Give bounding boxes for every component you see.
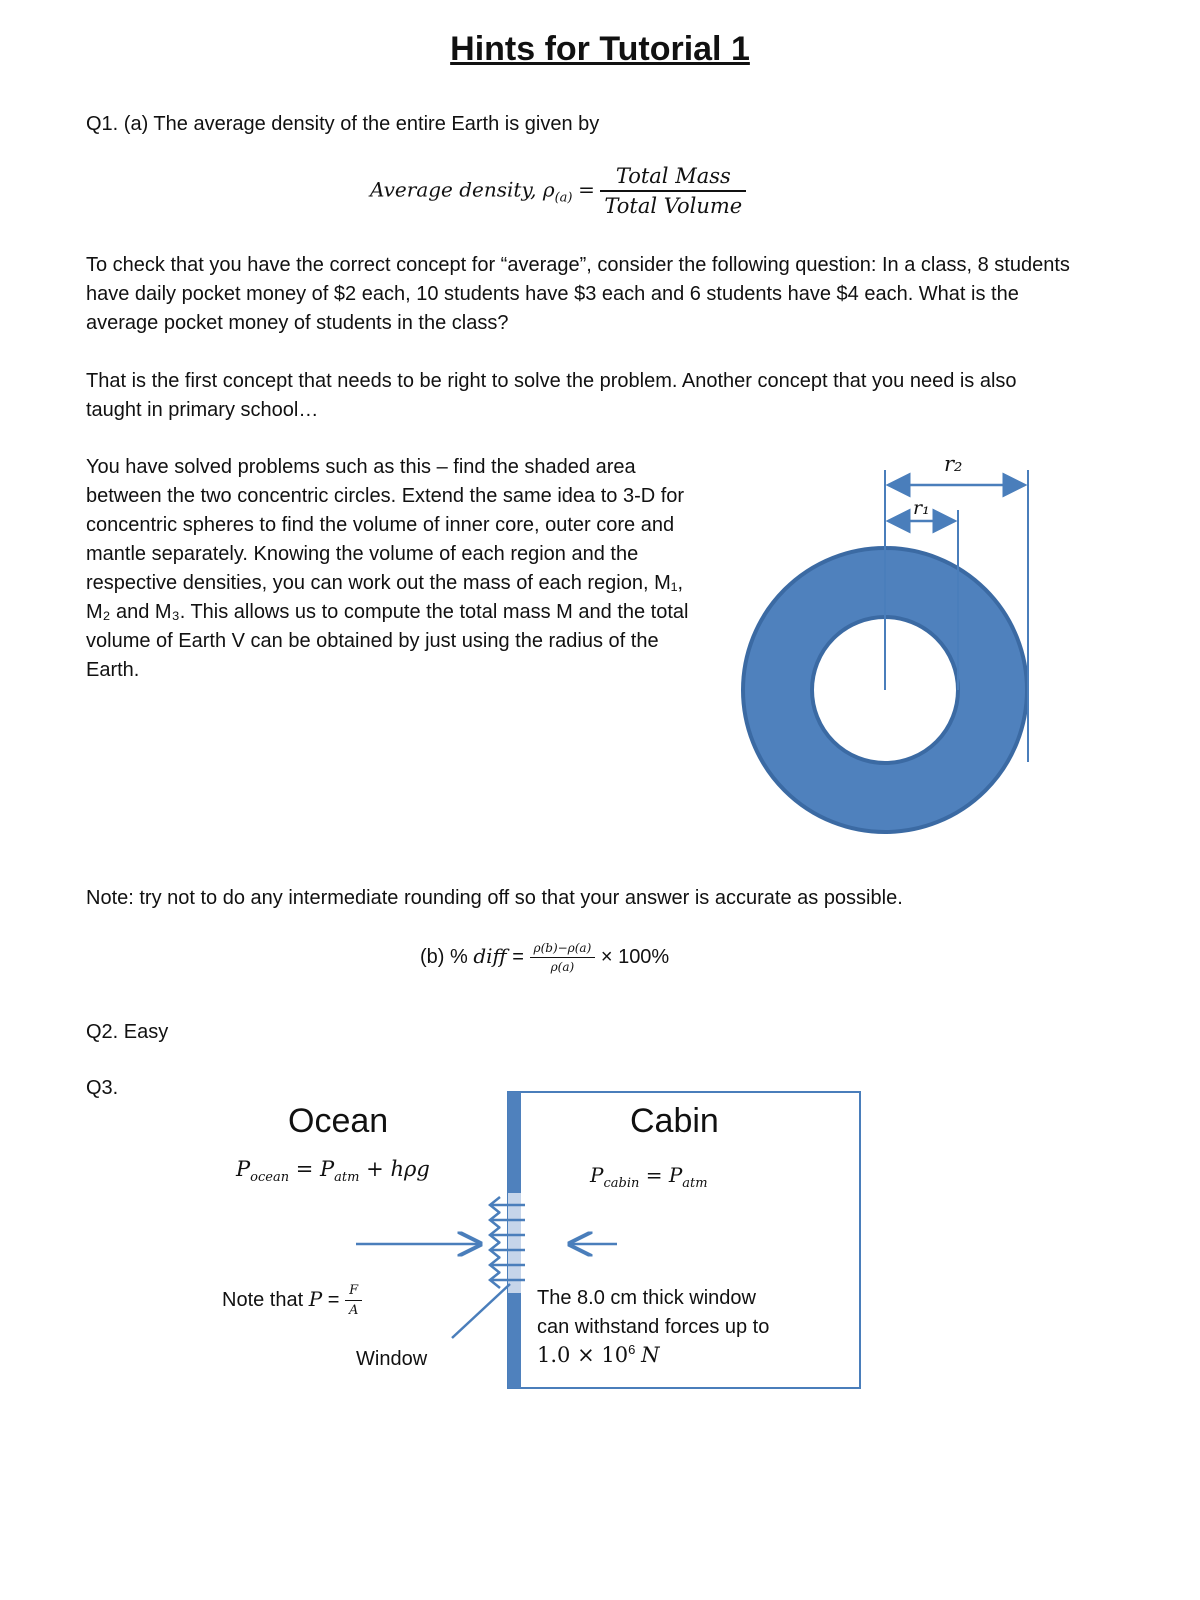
b-denominator: ρ(a) [530, 957, 596, 974]
b-numerator: ρ(b)−ρ(a) [533, 941, 592, 955]
concentric-spheres-paragraph: You have solved problems such as this – find the shaded area between the two concentric circles. Extend the same idea to 3-D for concentric spheres to find the volume of inner core, outer core and mantle separately. Knowing the volume of each region and the respective densities, you can work out the mass of each region, M₁, M₂ and M₃. This allows us to compute the total mass M and the total volume of Earth V can be obtained by just using the radius of the Earth. [86, 456, 689, 681]
force-exponent: 6 [628, 1342, 636, 1357]
r1-label: r₁ [913, 497, 930, 519]
ocean-pressure-formula [236, 1157, 430, 1185]
ocean-title: Ocean [288, 1102, 389, 1140]
average-density-formula [370, 164, 746, 218]
note-p: P [308, 1286, 323, 1311]
percent-diff-formula [420, 941, 669, 974]
formula-lhs: Average density, ρ [370, 177, 555, 202]
formula-numerator: Total Mass [615, 164, 731, 188]
cabin-text-line-1: The 8.0 cm thick window [537, 1287, 756, 1309]
window-force-arrows [490, 1197, 525, 1288]
note-denominator: A [345, 1300, 362, 1318]
note-numerator: F [349, 1283, 359, 1298]
rounding-note: Note: try not to do any intermediate rounding off so that your answer is accurate as possible. [86, 887, 903, 909]
q3-label: Q3. [86, 1077, 119, 1099]
note-prefix: Note that [222, 1288, 309, 1311]
second-concept-paragraph: That is the first concept that needs to be right to solve the problem. Another concept that you need is also taught in primary school… [86, 370, 1017, 421]
ocean-rhs-sub: atm [334, 1170, 360, 1185]
force-unit: N [641, 1343, 660, 1367]
q2-label: Q2. Easy [86, 1021, 169, 1043]
cabin-title: Cabin [630, 1102, 719, 1140]
b-prefix: (b) % [420, 945, 474, 968]
ocean-p: P [236, 1157, 251, 1181]
window-pointer [452, 1284, 510, 1338]
note-eq: = [322, 1288, 340, 1311]
r2-label: r₂ [944, 452, 963, 476]
window-pane [508, 1193, 521, 1293]
average-concept-paragraph: To check that you have the correct concept for “average”, consider the following question: In a class, 8 students have daily pocket money of $2 each, 10 students have $3 each and 6 students have $4 each. What is the average pocket money of students in the class? [86, 254, 1070, 334]
cabin-pressure-formula [590, 1163, 708, 1191]
cabin-rhs-sub: atm [682, 1176, 708, 1191]
formula-denominator: Total Volume [600, 190, 746, 218]
b-eq: = [512, 945, 524, 968]
ocean-p-sub: ocean [250, 1170, 290, 1185]
force-base: 1.0 × 10 [537, 1343, 629, 1367]
b-suffix: × 100% [600, 945, 670, 968]
force-limit [537, 1342, 660, 1368]
q1-intro: Q1. (a) The average density of the entire Earth is given by [86, 113, 600, 135]
cabin-text-line-2: can withstand forces up to [537, 1316, 770, 1338]
inner-circle [812, 617, 958, 763]
cabin-rhs: = P [645, 1163, 683, 1187]
window-label: Window [356, 1348, 428, 1370]
b-diff: diff [473, 943, 507, 968]
page-title: Hints for Tutorial 1 [450, 30, 750, 68]
formula-lhs-sub: (a) [554, 190, 573, 206]
hull-wall [508, 1092, 521, 1388]
outer-circle [743, 548, 1027, 832]
pressure-definition-note [222, 1283, 362, 1318]
ocean-rhs-tail: + hρg [366, 1157, 430, 1181]
cabin-p-sub: cabin [603, 1176, 640, 1191]
cabin-p: P [590, 1163, 604, 1187]
ocean-rhs: = P [295, 1157, 335, 1181]
formula-eq: = [578, 177, 595, 202]
